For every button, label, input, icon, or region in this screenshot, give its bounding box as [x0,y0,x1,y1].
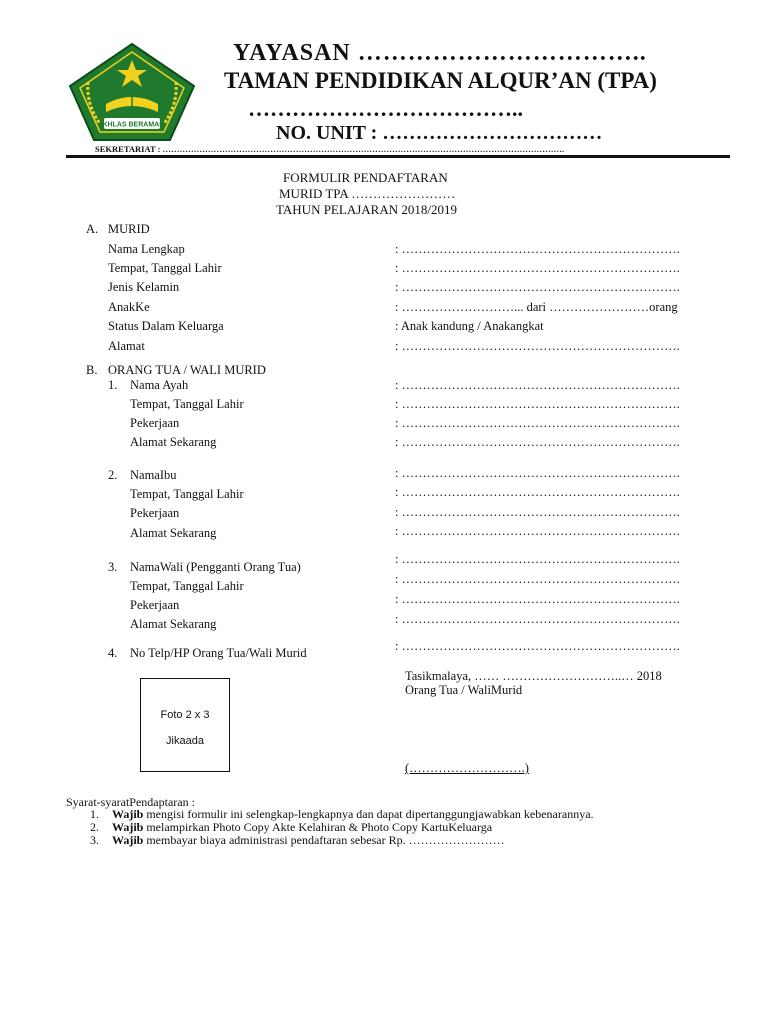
student-family-status-field[interactable]: : Anak kandung / Anakangkat [395,319,544,333]
student-birth-label: Tempat, Tanggal Lahir [108,261,222,275]
requirement-text: melampirkan Photo Copy Akte Kelahiran & Photo Copy KartuKeluarga [143,820,493,834]
mother-job-label: Pekerjaan [130,506,180,520]
guardian-address-field[interactable]: : …………………………………………………………. [395,612,680,626]
father-name-field[interactable]: : …………………………………………………………. [395,378,680,392]
photo-box [140,678,230,772]
guardian-name-label: NamaWali (Pengganti Orang Tua) [130,560,301,574]
form-title: FORMULIR PENDAFTARAN [283,170,448,185]
requirement-keyword: Wajib [112,820,144,834]
mother-name-label: NamaIbu [130,468,177,482]
guardian-job-label: Pekerjaan [130,598,180,612]
father-birth-label: Tempat, Tanggal Lahir [130,397,244,411]
signature-role: Orang Tua / WaliMurid [405,683,523,697]
signature-name-line[interactable]: (……………………….) [405,761,529,775]
section-a-heading: MURID [108,222,150,236]
signature-place-date: Tasikmalaya, …… ………………………..… 2018 [405,669,662,683]
section-b-heading: ORANG TUA / WALI MURID [108,363,266,377]
student-child-order-field[interactable]: : ………………………... dari ……………………orang [395,300,678,314]
mother-name-field[interactable]: : …………………………………………………………. [395,466,680,480]
requirement-number: 1. [90,807,99,821]
requirement-number: 3. [90,833,99,847]
ministry-logo [66,42,198,142]
student-gender-field[interactable]: : …………………………………………………………. [395,280,680,294]
header-school-name: TAMAN PENDIDIKAN ALQUR’AN (TPA) [224,68,657,93]
father-birth-field[interactable]: : …………………………………………………………. [395,397,680,411]
header-dots-line: ……………………………….. [248,96,523,121]
student-name-field[interactable]: : …………………………………………………………. [395,242,680,256]
svg-text:IKHLAS BERAMAL: IKHLAS BERAMAL [100,121,164,129]
header-divider [66,155,730,158]
father-number: 1. [108,378,118,392]
requirements-heading: Syarat-syaratPendaptaran : [66,795,195,809]
photo-size-label: Foto 2 x 3 [160,709,210,721]
guardian-job-field[interactable]: : …………………………………………………………. [395,592,680,606]
guardian-name-field[interactable]: : …………………………………………………………. [395,552,680,566]
form-subtitle: MURID TPA …………………… [279,186,456,201]
father-job-label: Pekerjaan [130,416,180,430]
mother-address-label: Alamat Sekarang [130,526,217,540]
requirement-keyword: Wajib [112,807,144,821]
phone-label: No Telp/HP Orang Tua/Wali Murid [130,646,307,660]
requirement-number: 2. [90,820,99,834]
header-secretariat: SEKRETARIAT : ……………………………………………………………………………………………………………………………. [95,144,565,154]
guardian-number: 3. [108,560,118,574]
father-address-label: Alamat Sekarang [130,435,217,449]
student-name-label: Nama Lengkap [108,242,185,256]
photo-optional-label: Jikaada [166,735,204,747]
mother-birth-field[interactable]: : …………………………………………………………. [395,485,680,499]
mother-number: 2. [108,468,118,482]
mother-birth-label: Tempat, Tanggal Lahir [130,487,244,501]
section-a-letter: A. [86,222,99,236]
section-b-letter: B. [86,363,98,377]
requirement-text: membayar biaya administrasi pendaftaran sebesar Rp. …………………… [143,833,505,847]
guardian-birth-label: Tempat, Tanggal Lahir [130,579,244,593]
requirement-text: mengisi formulir ini selengkap-lengkapnya dan dapat dipertanggungjawabkan kebenarannya. [143,807,594,821]
father-job-field[interactable]: : …………………………………………………………. [395,416,680,430]
student-child-order-label: AnakKe [108,300,150,314]
header-unit-number: NO. UNIT : …………………………… [276,122,603,144]
phone-field[interactable]: : …………………………………………………………. [395,639,680,653]
student-address-label: Alamat [108,339,145,353]
father-name-label: Nama Ayah [130,378,189,392]
guardian-address-label: Alamat Sekarang [130,617,217,631]
guardian-birth-field[interactable]: : …………………………………………………………. [395,572,680,586]
father-address-field[interactable]: : …………………………………………………………. [395,435,680,449]
student-address-field[interactable]: : …………………………………………………………. [395,339,680,353]
form-academic-year: TAHUN PELAJARAN 2018/2019 [276,202,457,217]
requirement-item [112,833,505,848]
requirement-keyword: Wajib [112,833,144,847]
student-birth-field[interactable]: : …………………………………………………………. [395,261,680,275]
header-foundation-name: YAYASAN …………………………….. [233,40,647,66]
student-family-status-label: Status Dalam Keluarga [108,319,224,333]
mother-job-field[interactable]: : …………………………………………………………. [395,505,680,519]
student-gender-label: Jenis Kelamin [108,280,180,294]
mother-address-field[interactable]: : …………………………………………………………. [395,524,680,538]
phone-number: 4. [108,646,118,660]
